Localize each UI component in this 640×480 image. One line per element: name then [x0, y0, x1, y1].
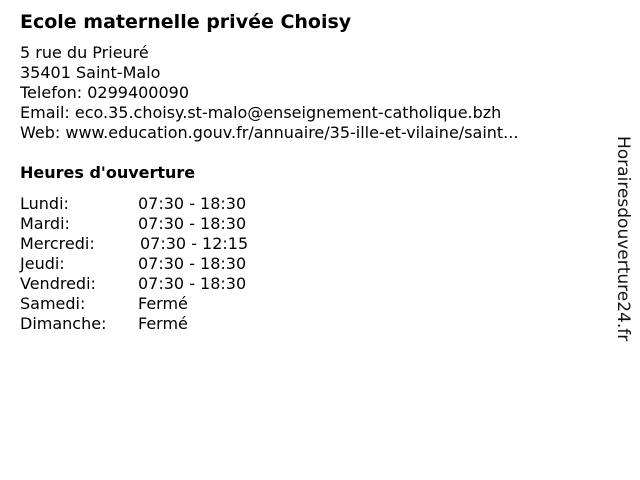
- closed-label: Fermé: [138, 314, 188, 333]
- day-label: Mercredi:: [20, 234, 95, 253]
- day-label: Vendredi:: [20, 274, 96, 293]
- time-range: 07:30 - 18:30: [138, 194, 247, 213]
- phone-number: Telefon: 0299400090: [20, 83, 190, 102]
- day-label: Samedi:: [20, 294, 86, 313]
- time-range: 07:30 - 12:15: [140, 234, 249, 253]
- day-label: Dimanche:: [20, 314, 107, 333]
- closed-label: Fermé: [138, 294, 188, 313]
- site-watermark: Horairesdouverture24.fr: [613, 136, 633, 342]
- page-title: Ecole maternelle privée Choisy: [20, 11, 352, 33]
- time-range: 07:30 - 18:30: [138, 254, 247, 273]
- email-address: Email: eco.35.choisy.st-malo@enseignement-catholique.bzh: [20, 103, 502, 122]
- day-label: Mardi:: [20, 214, 70, 233]
- day-label: Jeudi:: [20, 254, 65, 273]
- day-label: Lundi:: [20, 194, 69, 213]
- time-range: 07:30 - 18:30: [138, 274, 247, 293]
- time-range: 07:30 - 18:30: [138, 214, 247, 233]
- opening-hours-heading: Heures d'ouverture: [20, 163, 196, 182]
- city-postal-code: 35401 Saint-Malo: [20, 63, 161, 82]
- address-block: [20, 43, 518, 143]
- street-address: 5 rue du Prieuré: [20, 43, 149, 62]
- website-link[interactable]: Web: www.education.gouv.fr/annuaire/35-ille-et-vilaine/saint...: [20, 123, 519, 142]
